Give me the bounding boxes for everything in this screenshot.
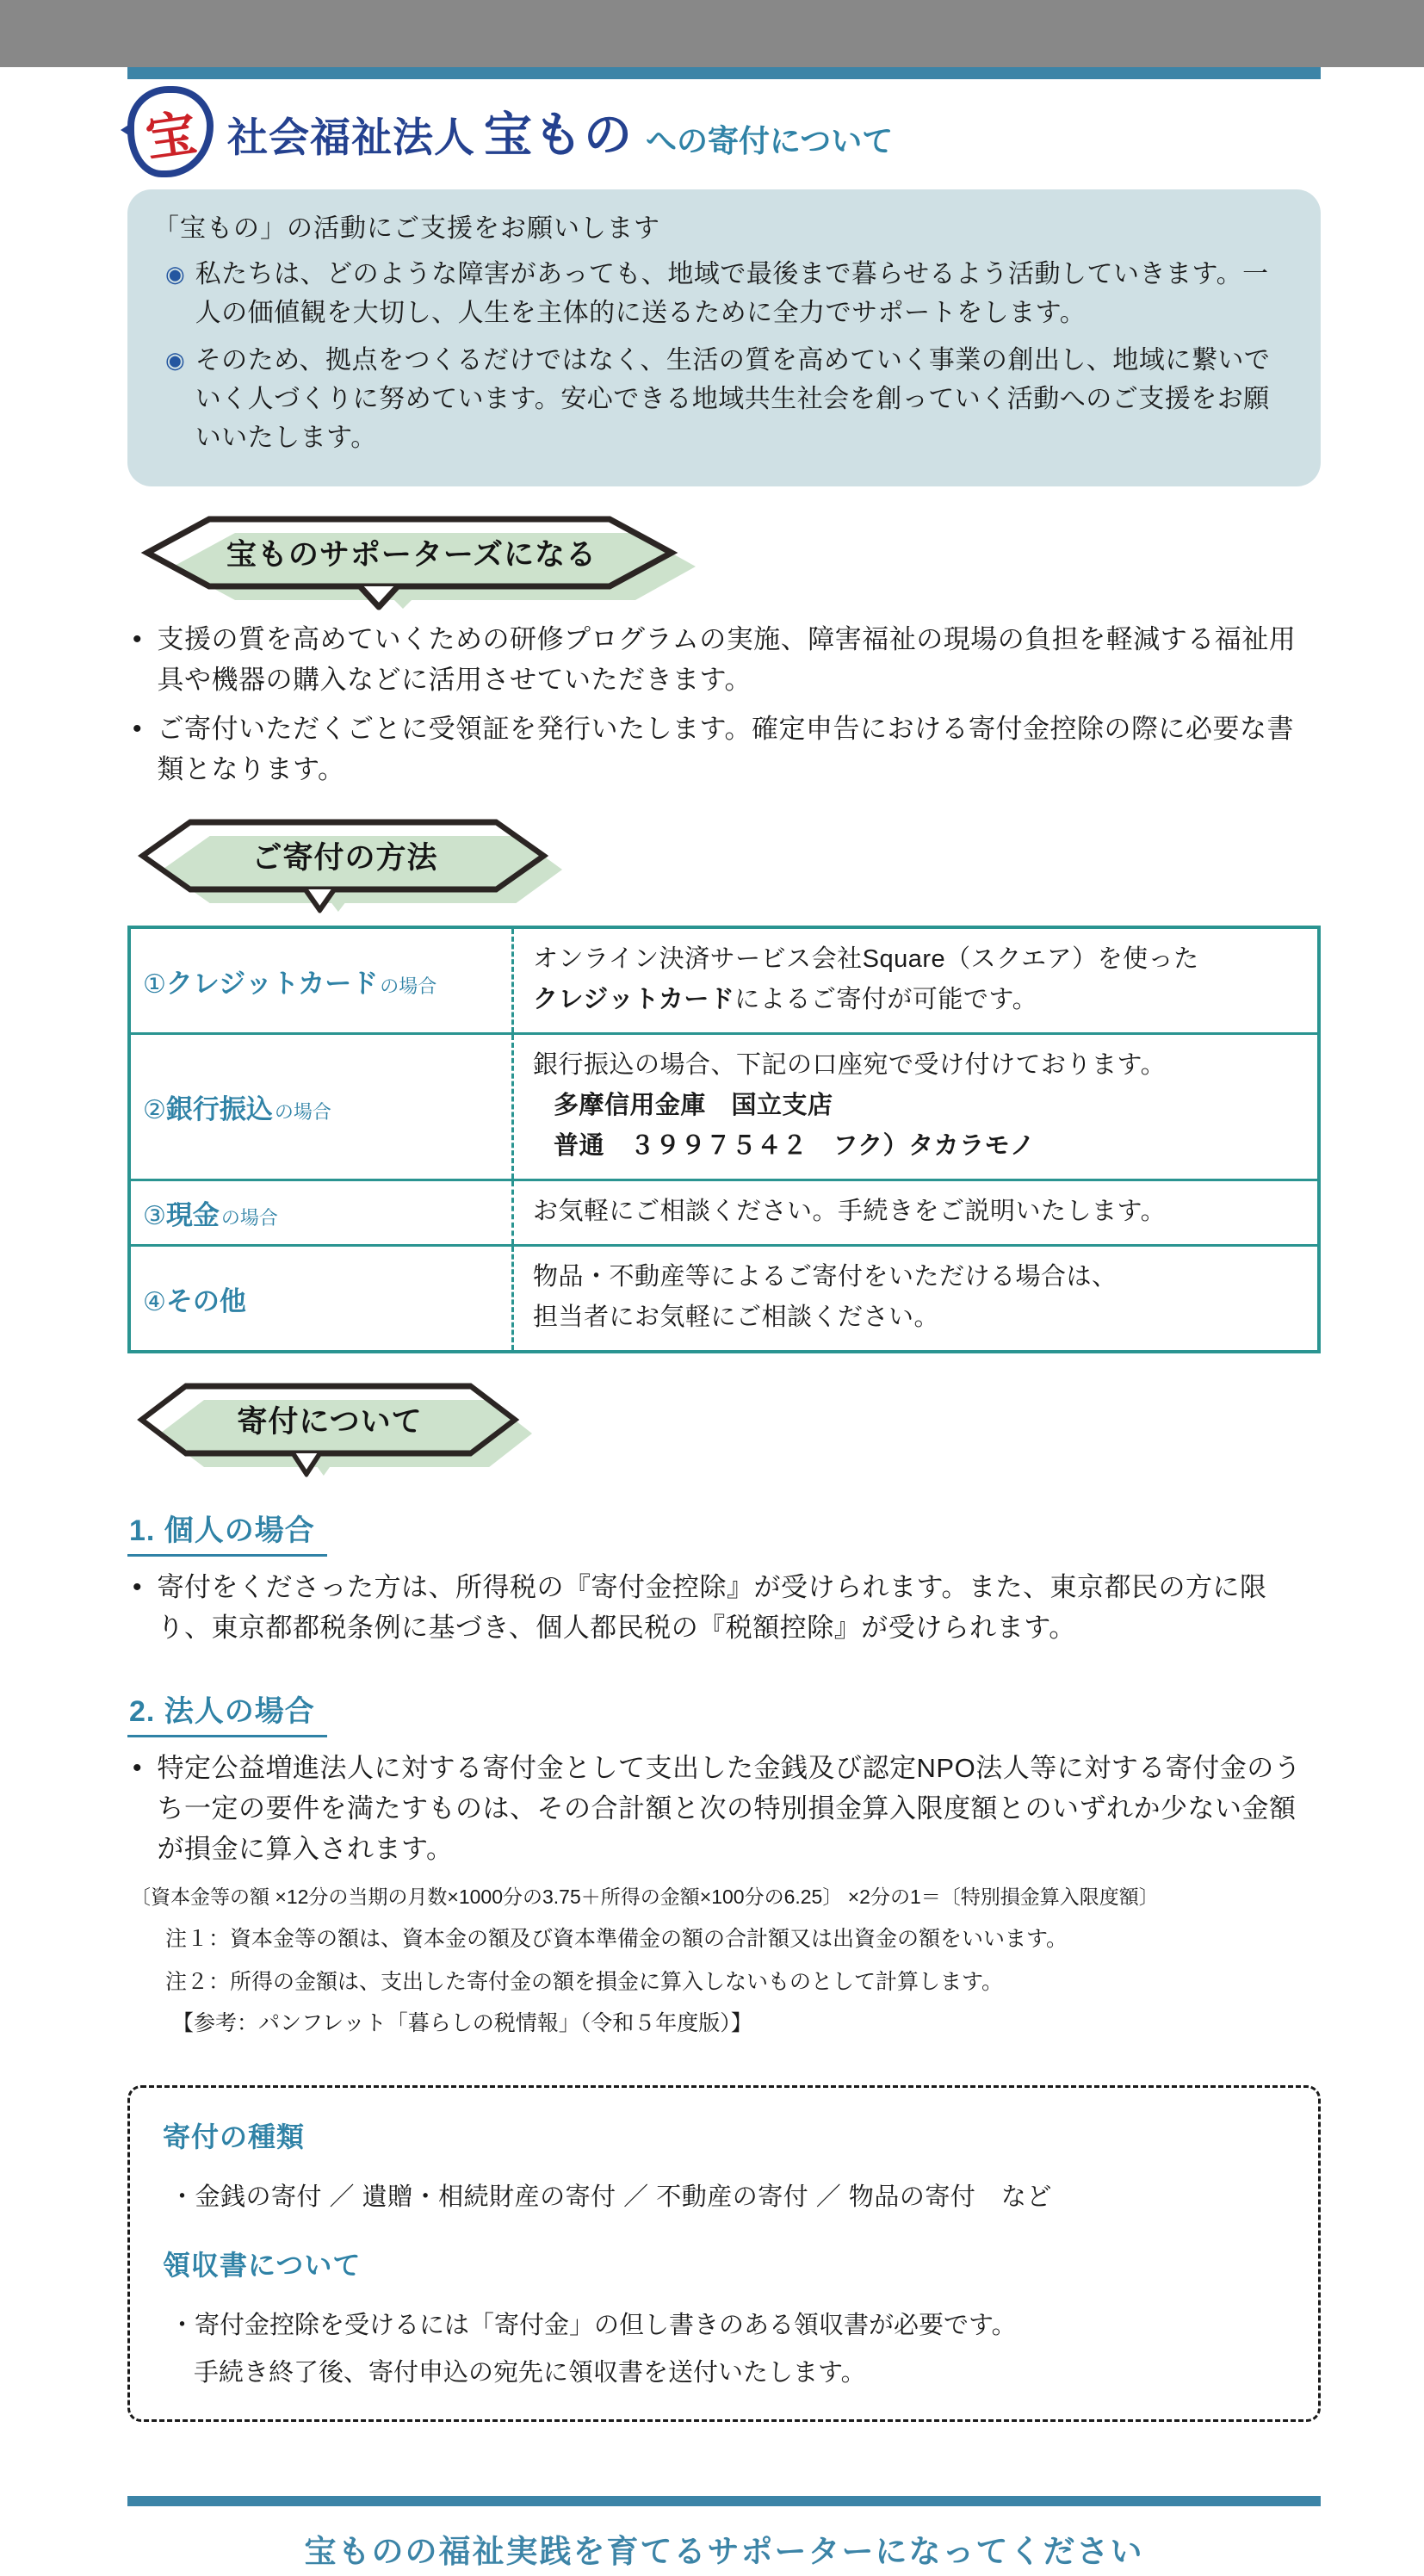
- footer-accent-bar: [127, 2496, 1321, 2506]
- method-desc-line: 銀行振込の場合、下記の口座宛で受け付けております。: [533, 1051, 1167, 1079]
- bank-name-line: 多摩信用金庫 国立支店: [554, 1092, 833, 1119]
- supporters-list: [127, 619, 1321, 790]
- method-label-cell: [131, 1181, 514, 1244]
- method-label: 銀行振込: [165, 1094, 273, 1124]
- method-desc-line: 担当者にお気軽にご相談ください。: [533, 1303, 940, 1331]
- corporate-heading: 2. 法人の場合: [127, 1687, 327, 1737]
- intro-box: [127, 189, 1321, 486]
- org-name: 宝もの: [484, 108, 634, 162]
- table-row: [131, 1179, 1317, 1244]
- method-label-cell: [131, 1247, 514, 1350]
- note-line: 注１：資本金等の額は、資本金の額及び資本準備金の額の合計額又は出資金の額をいいます。: [165, 1927, 1068, 1951]
- org-type: 社会福祉法人: [227, 115, 475, 160]
- bullet-icon: •: [133, 715, 142, 743]
- list-item: [127, 619, 1321, 700]
- individual-section: [127, 1567, 1321, 1648]
- intro-heading: 「宝もの」の活動にご支援をお願いします: [153, 214, 660, 243]
- logo-character: 宝: [142, 105, 201, 168]
- table-row: [131, 1032, 1317, 1179]
- intro-bullet: [165, 255, 1291, 332]
- section-banner-methods: [127, 815, 562, 912]
- method-label: 現金: [165, 1200, 220, 1230]
- bullseye-bullet-icon: ◉: [165, 261, 185, 287]
- donation-types-heading: 寄付の種類: [163, 2121, 306, 2152]
- page-title: [227, 97, 893, 166]
- table-row: [131, 1244, 1317, 1350]
- receipt-heading: 領収書について: [163, 2250, 362, 2281]
- method-suffix: の場合: [274, 1101, 331, 1123]
- takaramono-logo: [127, 86, 214, 177]
- method-suffix: の場合: [220, 1207, 278, 1229]
- footer-message: 宝ものの福祉実践を育てるサポーターになってください: [304, 2534, 1144, 2569]
- method-description: [514, 929, 1317, 1032]
- donation-types-line: ・金銭の寄付 ／ 遺贈・相続財産の寄付 ／ 不動産の寄付 ／ 物品の寄付 など: [170, 2183, 1052, 2211]
- individual-heading: 1. 個人の場合: [127, 1507, 327, 1557]
- donation-methods-table: [127, 926, 1321, 1353]
- corporate-paragraph: 特定公益増進法人に対する寄付金として支出した金銭及び認定NPO法人等に対する寄付金のうち一定の要件を満たすものは、その合計額と次の特別損金算入限度額とのいずれか少ない金額が損金に算入されます。: [157, 1753, 1302, 1864]
- bullet-icon: •: [133, 1754, 142, 1782]
- corporate-section: [127, 1748, 1321, 1869]
- intro-bullet-text: 私たちは、どのような障害があっても、地域で最後まで暮らせるよう活動していきます。一人の価値観を大切し、人生を主体的に送るために全力でサポートをします。: [195, 260, 1269, 327]
- bullet-icon: •: [133, 1573, 142, 1601]
- bank-account-line: 普通 ３９９７５４２ フク）タカラモノ: [554, 1132, 1036, 1160]
- banner-label: 宝ものサポーターズになる: [226, 538, 597, 572]
- method-description: [514, 1247, 1317, 1350]
- intro-bullet: [165, 341, 1291, 457]
- formula-line: 〔資本金等の額 ×12分の当期の月数×1000分の3.75＋所得の金額×100分の6.25〕 ×2分の1＝〔特別損金算入限度額〕: [131, 1886, 1159, 1908]
- info-box: [127, 2085, 1321, 2422]
- method-label: クレジットカード: [165, 968, 379, 999]
- receipt-line: 手続き終了後、寄付申込の宛先に領収書を送付いたします。: [194, 2359, 866, 2387]
- table-row: [131, 929, 1317, 1032]
- method-label-cell: [131, 1035, 514, 1179]
- section-banner-supporters: [127, 512, 696, 609]
- method-label: その他: [165, 1285, 246, 1316]
- method-desc-line: [533, 981, 1307, 1019]
- method-number: ④: [143, 1287, 166, 1316]
- method-suffix: の場合: [380, 975, 437, 997]
- individual-paragraph: 寄付をくださった方は、所得税の『寄付金控除』が受けられます。また、東京都民の方に限り、東京都都税条例に基づき、個人都民税の『税額控除』が受けられます。: [157, 1572, 1267, 1643]
- header: [127, 88, 1321, 176]
- method-description: [514, 1181, 1317, 1244]
- bullet-icon: •: [133, 625, 142, 653]
- list-item: [127, 709, 1321, 790]
- method-desc-rest: によるご寄付が可能です。: [734, 986, 1038, 1013]
- supporters-bullet-text: 支援の質を高めていくための研修プログラムの実施、障害福祉の現場の負担を軽減する福祉用具や機器の購入などに活用させていただきます。: [157, 624, 1297, 695]
- method-number: ②: [143, 1096, 166, 1124]
- method-desc-line: 物品・不動産等によるご寄付をいただける場合は、: [533, 1263, 1118, 1291]
- method-desc-line: お気軽にご相談ください。手続きをご説明いたします。: [533, 1198, 1167, 1225]
- section-banner-about: [127, 1379, 532, 1476]
- banner-label: ご寄付の方法: [251, 841, 438, 875]
- method-label-cell: [131, 929, 514, 1032]
- banner-label: 寄付について: [237, 1405, 423, 1439]
- method-desc-bold: クレジットカード: [533, 986, 735, 1013]
- bullseye-bullet-icon: ◉: [165, 347, 185, 373]
- method-number: ①: [143, 969, 166, 999]
- reference-line: 【参考：パンフレット「暮らしの税情報」（令和５年度版）】: [172, 2011, 752, 2035]
- receipt-line: ・寄付金控除を受けるには「寄付金」の但し書きのある領収書が必要です。: [170, 2312, 1017, 2339]
- method-number: ③: [143, 1202, 166, 1230]
- page-title-suffix: への寄付について: [646, 123, 894, 158]
- donation-flyer-page: [0, 67, 1424, 2576]
- note-line: 注２：所得の金額は、支出した寄付金の額を損金に算入しないものとして計算します。: [165, 1970, 1004, 1994]
- intro-bullet-text: そのため、拠点をつくるだけではなく、生活の質を高めていく事業の創出し、地域に繋いでいく人づくりに努めています。安心できる地域共生社会を創っていく活動へのご支援をお願いいたします。: [195, 346, 1271, 452]
- method-description: [514, 1035, 1317, 1179]
- list-item: [127, 1748, 1321, 1869]
- supporters-bullet-text: ご寄付いただくごとに受領証を発行いたします。確定申告における寄付金控除の際に必要な書類となります。: [157, 714, 1295, 784]
- method-desc-line: オンライン決済サービス会社Square（スクエア）を使った: [533, 945, 1199, 973]
- list-item: [127, 1567, 1321, 1648]
- top-accent-bar: [127, 67, 1321, 79]
